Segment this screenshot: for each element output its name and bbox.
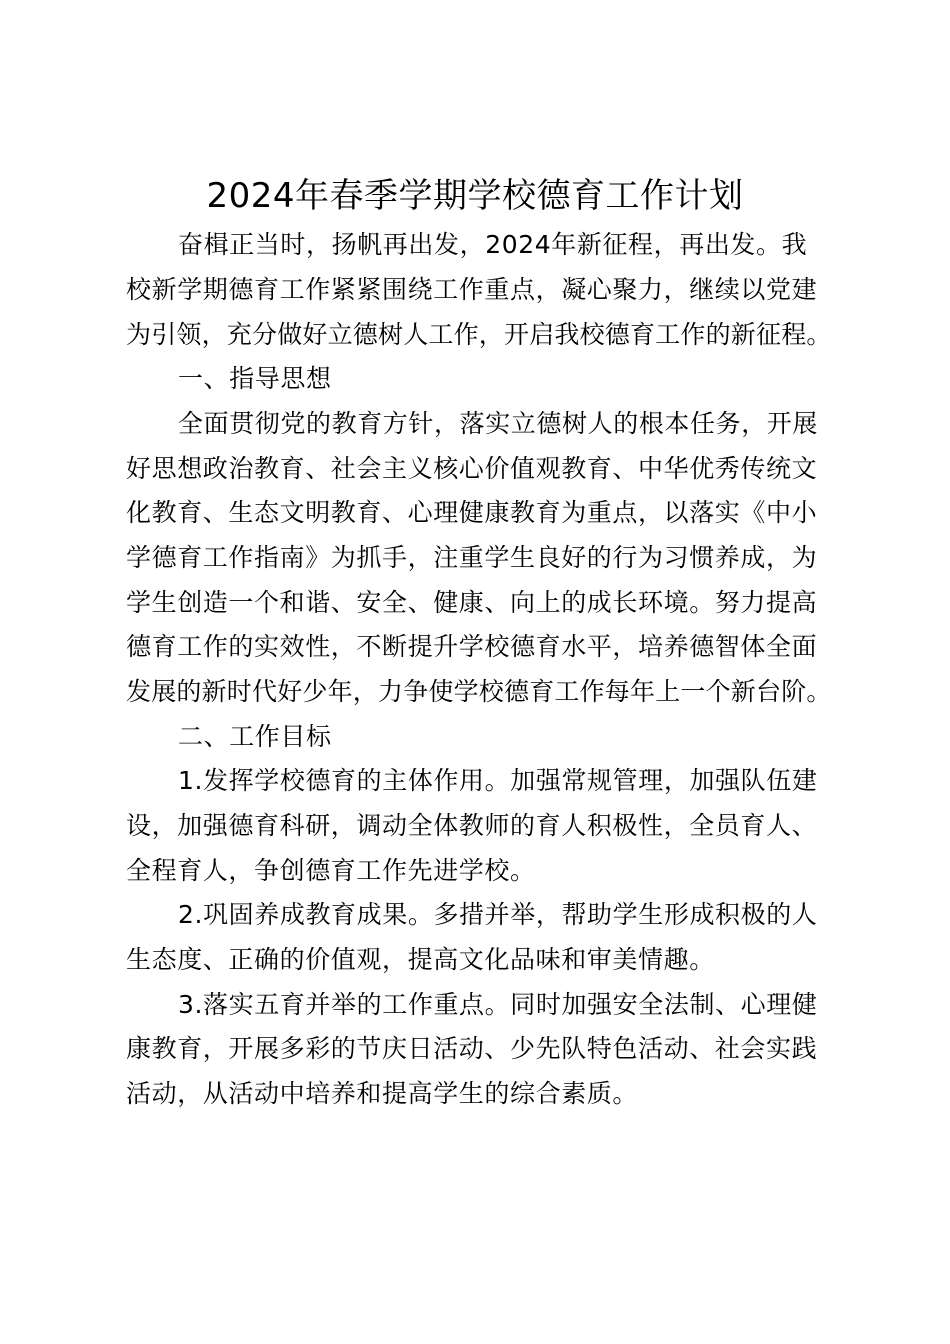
paragraph-line: 学生创造一个和谐、安全、健康、向上的成长环境。努力提高: [126, 588, 818, 617]
paragraph-line: 1.发挥学校德育的主体作用。加强常规管理，加强队伍建: [178, 766, 818, 795]
paragraph-line: 为引领，充分做好立德树人工作，开启我校德育工作的新征程。: [126, 320, 832, 349]
paragraph-line: 活动，从活动中培养和提高学生的综合素质。: [126, 1079, 639, 1108]
paragraph-line: 化教育、生态文明教育、心理健康教育为重点，以落实《中小: [126, 498, 818, 527]
paragraph-line: 学德育工作指南》为抓手，注重学生良好的行为习惯养成，为: [126, 543, 818, 572]
paragraph-line: 发展的新时代好少年，力争使学校德育工作每年上一个新台阶。: [126, 677, 832, 706]
paragraph-line: 全面贯彻党的教育方针，落实立德树人的根本任务，开展: [178, 409, 819, 438]
paragraph-line: 校新学期德育工作紧紧围绕工作重点，凝心聚力，继续以党建: [126, 275, 818, 304]
paragraph-line: 奋楫正当时，扬帆再出发，2024年新征程，再出发。我: [178, 230, 808, 259]
paragraph-line: 生态度、正确的价值观，提高文化品味和审美情趣。: [126, 945, 715, 974]
paragraph-line: 3.落实五育并举的工作重点。同时加强安全法制、心理健: [178, 990, 818, 1019]
paragraph-line: 2.巩固养成教育成果。多措并举，帮助学生形成积极的人: [178, 900, 818, 929]
section-heading: 一、指导思想: [178, 364, 332, 393]
paragraph-line: 设，加强德育科研，调动全体教师的育人积极性，全员育人、: [126, 811, 818, 840]
paragraph-line: 全程育人，争创德育工作先进学校。: [126, 856, 536, 885]
paragraph-line: 德育工作的实效性，不断提升学校德育水平，培养德智体全面: [126, 632, 818, 661]
section-heading: 二、工作目标: [178, 722, 332, 751]
paragraph-line: 好思想政治教育、社会主义核心价值观教育、中华优秀传统文: [126, 454, 818, 483]
document-title: 2024年春季学期学校德育工作计划: [206, 176, 744, 216]
paragraph-line: 康教育，开展多彩的节庆日活动、少先队特色活动、社会实践: [126, 1034, 818, 1063]
